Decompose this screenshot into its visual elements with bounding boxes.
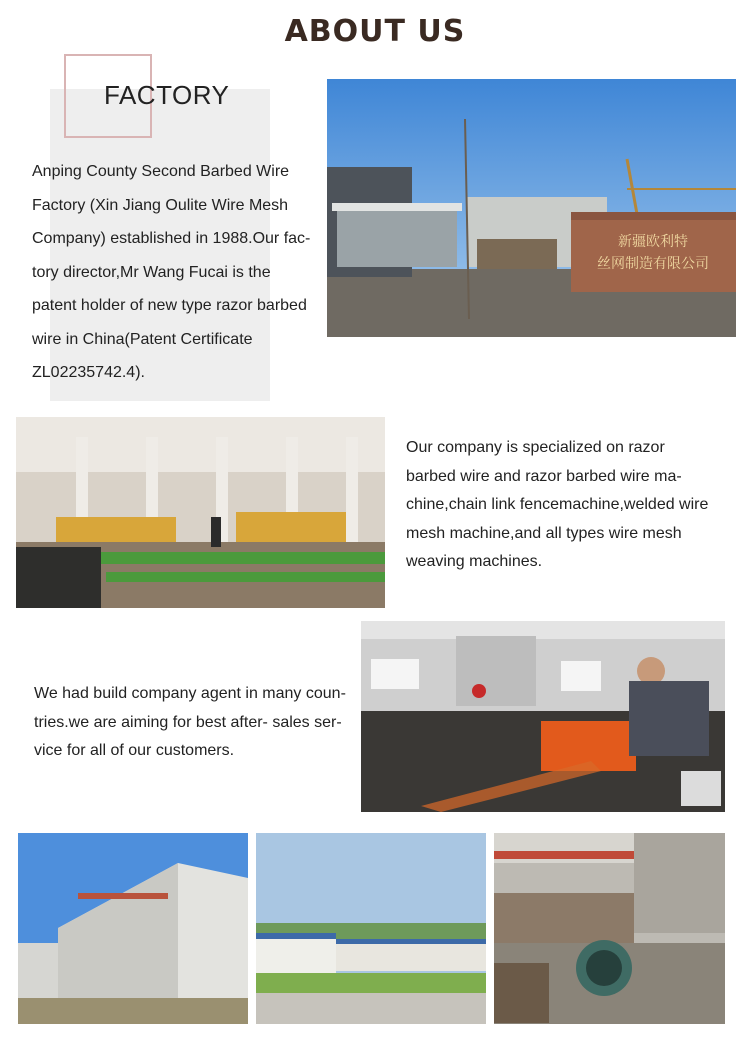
products-line: weaving machines.: [406, 553, 543, 570]
warehouse-exterior-photo: [256, 833, 486, 1024]
factory-gate-photo: [327, 79, 736, 337]
office-building-photo: [18, 833, 248, 1024]
factory-line: Factory (Xin Jiang Oulite Wire Mesh: [32, 196, 289, 214]
factory-line: tory director,Mr Wang Fucai is the: [32, 263, 271, 281]
factory-line: Anping County Second Barbed Wire: [32, 163, 290, 180]
service-description: [34, 680, 356, 766]
factory-heading: FACTORY: [104, 80, 230, 110]
factory-line: wire in China(Patent Certificate: [32, 330, 253, 348]
machine-workshop-photo: [494, 833, 725, 1024]
products-line: mesh machine,and all types wire mesh: [406, 524, 682, 542]
factory-line: Company) established in 1988.Our fac-: [32, 230, 311, 247]
factory-line: ZL02235742.4).: [32, 364, 145, 381]
gate-sign-line2: 丝网制造有限公司: [597, 256, 709, 272]
products-line: chine,chain link fencemachine,welded wire: [406, 496, 709, 513]
products-line: Our company is specialized on razor: [406, 439, 665, 456]
page-title: ABOUT US: [284, 14, 466, 49]
factory-line: patent holder of new type razor barbed: [32, 297, 307, 314]
gate-sign-line1: 新疆欧利特: [618, 234, 688, 250]
service-line: tries.we are aiming for best after- sales ser-: [34, 713, 342, 731]
workshop-photo: [16, 417, 385, 608]
service-line: We had build company agent in many coun-: [34, 685, 346, 702]
worker-cutting-photo: [361, 621, 725, 812]
factory-description: [32, 155, 322, 390]
products-line: barbed wire and razor barbed wire ma-: [406, 467, 682, 485]
service-line: vice for all of our customers.: [34, 742, 235, 759]
products-description: [406, 434, 726, 577]
